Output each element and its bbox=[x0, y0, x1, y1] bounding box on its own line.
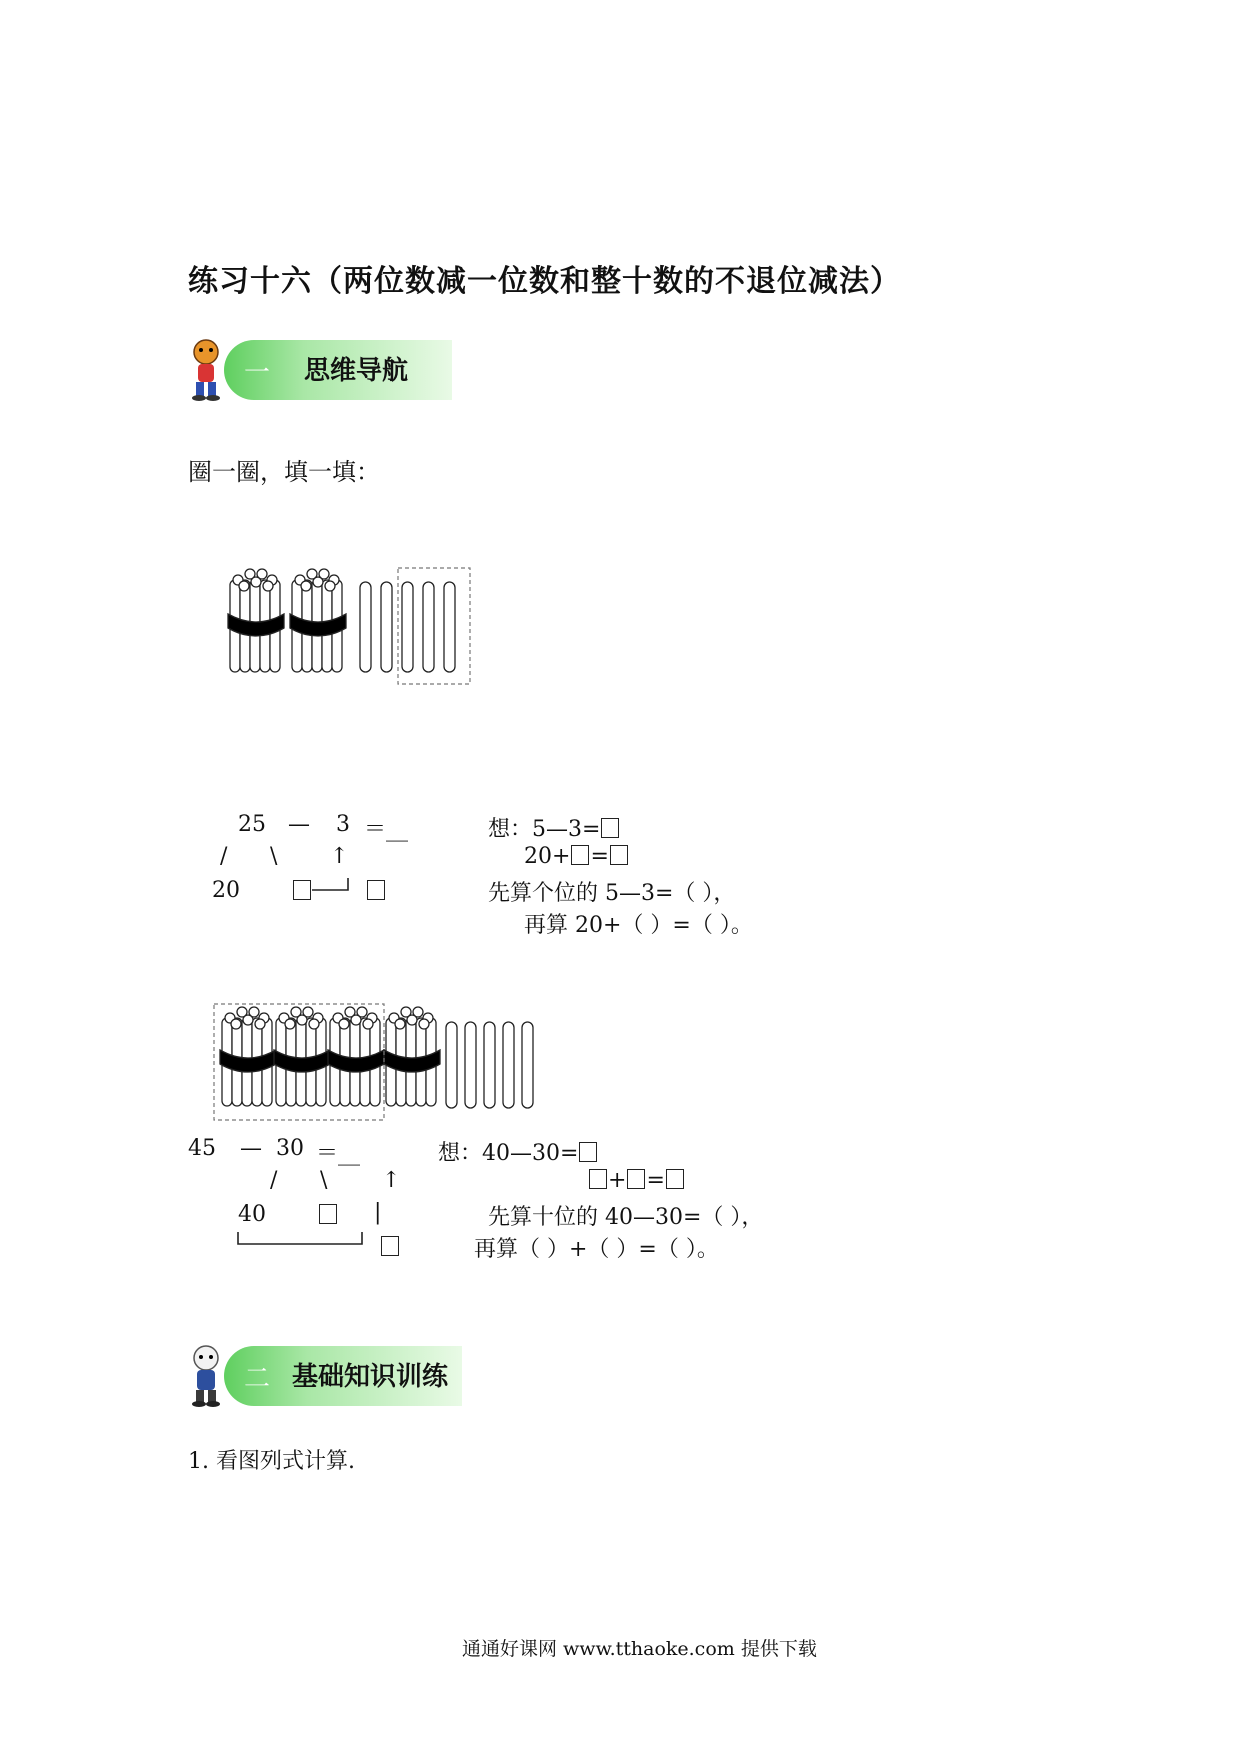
single-sticks bbox=[360, 582, 455, 672]
section-banner-2 bbox=[186, 1344, 476, 1406]
eq2-think bbox=[438, 1136, 598, 1167]
eq2-split-right: \ bbox=[320, 1168, 328, 1193]
think-line2b: = bbox=[590, 844, 609, 869]
answer-box[interactable] bbox=[610, 845, 628, 865]
single-sticks bbox=[446, 1022, 533, 1108]
answer-box[interactable] bbox=[381, 1236, 399, 1256]
sticks-illustration-1 bbox=[226, 568, 476, 686]
answer-box[interactable] bbox=[627, 1169, 645, 1189]
tiger-mascot-icon bbox=[186, 338, 230, 402]
think-label: 想： bbox=[438, 1141, 483, 1166]
eq2-a: 45 bbox=[188, 1136, 216, 1161]
instruction-text: 圈一圈，填一填： bbox=[188, 458, 380, 486]
answer-box[interactable] bbox=[666, 1169, 684, 1189]
page-title: 练习十六（两位数减一位数和整十数的不退位减法） bbox=[188, 264, 901, 299]
eq1-op: — bbox=[288, 812, 310, 837]
stick-bundle bbox=[220, 1007, 276, 1106]
section-label: 思维导航 bbox=[304, 356, 409, 386]
eq1-hint1: 先算个位的 5—3=（ ）， bbox=[488, 881, 736, 906]
section-number: 一 bbox=[244, 358, 271, 388]
eq2-arrow: ↑ bbox=[382, 1168, 401, 1193]
footer-text: 通通好课网 www.tthaoke.com 提供下载 bbox=[462, 1638, 817, 1660]
eq2-op: — bbox=[240, 1136, 262, 1161]
eq1-think bbox=[488, 812, 620, 843]
stick-bundle bbox=[384, 1007, 440, 1106]
answer-box[interactable] bbox=[579, 1142, 597, 1162]
sticks-illustration-2 bbox=[214, 1004, 534, 1122]
eq2-think-line2 bbox=[588, 1168, 685, 1193]
think-line2b: = bbox=[646, 1168, 665, 1193]
answer-box[interactable] bbox=[601, 818, 619, 838]
eq1-hint2: 再算 20+（ ）=（ ）。 bbox=[524, 913, 753, 938]
think-label: 想： bbox=[488, 817, 533, 842]
section-label: 基础知识训练 bbox=[292, 1362, 449, 1392]
eq2-b: 30 bbox=[276, 1136, 304, 1161]
answer-box[interactable] bbox=[589, 1169, 607, 1189]
eq1-split-num: 20 bbox=[212, 878, 240, 903]
think-line2a: 20+ bbox=[524, 844, 571, 869]
think-line2a: + bbox=[608, 1168, 627, 1193]
answer-box[interactable] bbox=[367, 880, 385, 900]
eq2-eq: ＝__ bbox=[316, 1141, 361, 1166]
eq2-split-num: 40 bbox=[238, 1202, 266, 1227]
connector-line bbox=[310, 876, 354, 896]
eq1-eq: ＝__ bbox=[364, 817, 409, 842]
stick-bundle bbox=[290, 569, 346, 672]
eq2-hint1: 先算十位的 40—30=（ ）， bbox=[488, 1205, 764, 1230]
stick-bundle bbox=[328, 1007, 384, 1106]
connector-bracket bbox=[236, 1230, 366, 1250]
answer-box[interactable] bbox=[319, 1204, 337, 1224]
eq1-a: 25 bbox=[238, 812, 266, 837]
goat-mascot-icon bbox=[186, 1344, 230, 1408]
eq1-split-left: / bbox=[220, 844, 228, 869]
section-banner-1 bbox=[186, 338, 466, 400]
answer-box[interactable] bbox=[571, 845, 589, 865]
question-1: 1. 看图列式计算. bbox=[188, 1449, 355, 1474]
think-line1: 40—30= bbox=[482, 1141, 579, 1166]
answer-box[interactable] bbox=[293, 880, 311, 900]
eq1-b: 3 bbox=[336, 812, 350, 837]
stick-bundle bbox=[274, 1007, 330, 1106]
section-number: 二 bbox=[244, 1364, 271, 1394]
stick-bundle bbox=[228, 569, 284, 672]
think-line1: 5—3= bbox=[532, 817, 601, 842]
eq2-split-left: / bbox=[270, 1168, 278, 1193]
eq2-hint2: 再算（ ）+（ ）=（ ）。 bbox=[474, 1237, 719, 1262]
eq2-bar: | bbox=[374, 1200, 382, 1225]
eq1-think-line2 bbox=[524, 844, 629, 869]
eq1-arrow: ↑ bbox=[330, 844, 349, 869]
eq1-split-right: \ bbox=[270, 844, 278, 869]
